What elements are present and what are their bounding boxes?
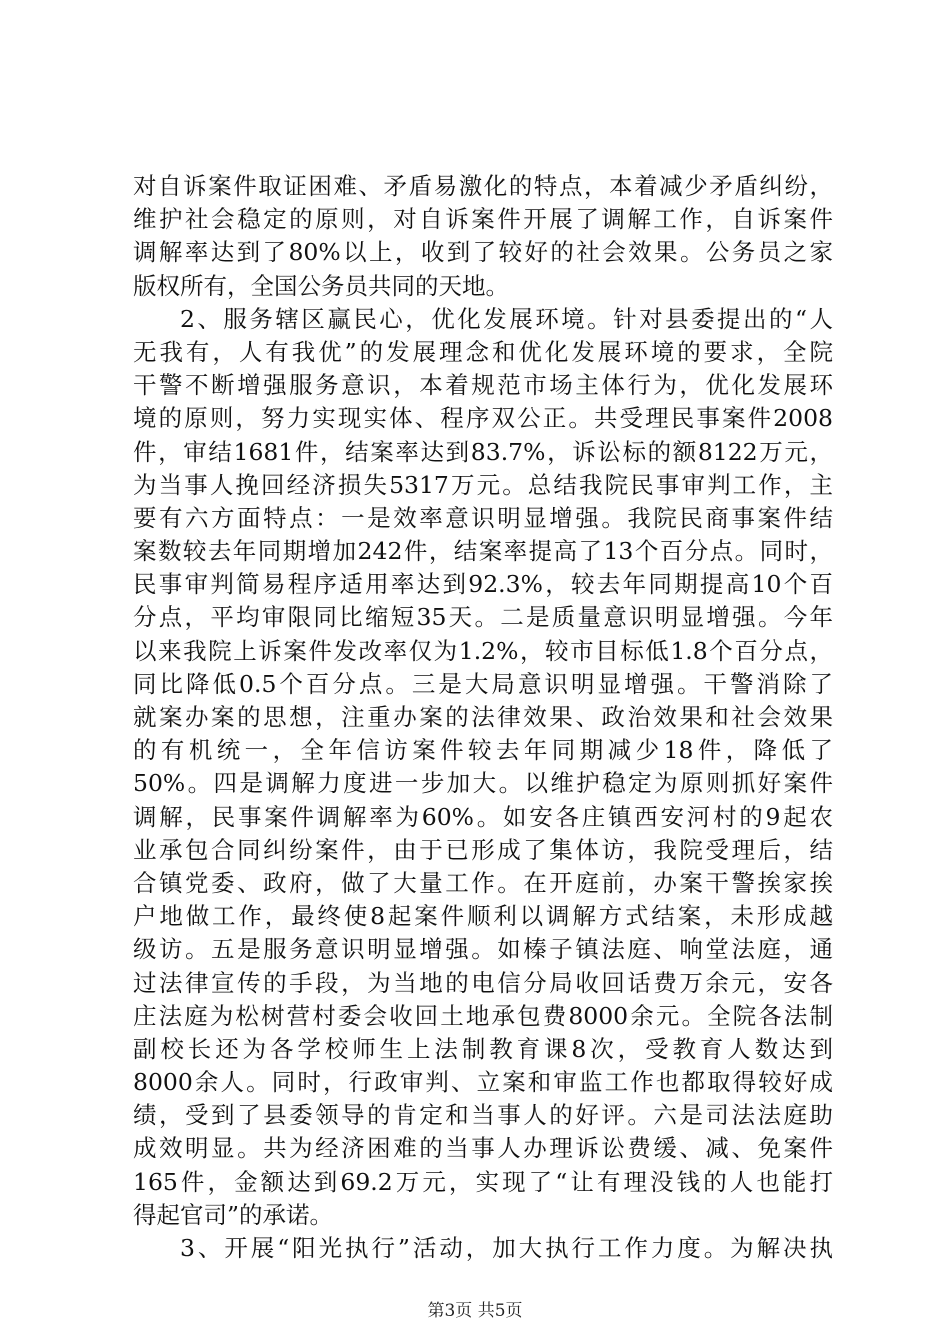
text-line: 境的原则，努力实现实体、程序双公正。共受理民事案件2008 bbox=[133, 404, 833, 433]
paragraph-3-start: 3、开展“阳光执行”活动，加大执行工作力度。为解决执 bbox=[180, 1234, 833, 1262]
text-line: 件，审结1681件，结案率达到83.7%，诉讼标的额8122万元， bbox=[133, 437, 833, 466]
text-line: 维护社会稳定的原则，对自诉案件开展了调解工作，自诉案件 bbox=[133, 205, 833, 234]
text-line: 业承包合同纠纷案件，由于已形成了集体访，我院受理后，结 bbox=[133, 835, 833, 864]
text-line: 同比降低0.5个百分点。三是大局意识明显增强。干警消除了 bbox=[133, 669, 833, 698]
text-line: 过法律宣传的手段，为当地的电信分局收回话费万余元，安各 bbox=[133, 968, 833, 997]
text-line: 165件，金额达到69.2万元，实现了“让有理没钱的人也能打 bbox=[133, 1167, 833, 1196]
text-line: 案数较去年同期增加242件，结案率提高了13个百分点。同时， bbox=[133, 537, 833, 566]
text-line: 庄法庭为松树营村委会收回土地承包费8000余元。全院各法制 bbox=[133, 1001, 833, 1030]
text-line: 调解，民事案件调解率为60%。如安各庄镇西安河村的9起农 bbox=[133, 802, 833, 831]
text-line: 得起官司”的承诺。 bbox=[133, 1200, 334, 1229]
text-line: 民事审判简易程序适用率达到92.3%，较去年同期提高10个百 bbox=[133, 570, 833, 599]
text-line: 要有六方面特点：一是效率意识明显增强。我院民商事案件结 bbox=[133, 503, 833, 532]
text-line: 干警不断增强服务意识，本着规范市场主体行为，优化发展环 bbox=[133, 371, 833, 400]
paragraph-2-start: 2、服务辖区赢民心，优化发展环境。针对县委提出的“人 bbox=[180, 304, 833, 333]
text-line: 无我有，人有我优”的发展理念和优化发展环境的要求，全院 bbox=[133, 337, 833, 366]
text-line: 版权所有，全国公务员共同的天地。 bbox=[133, 271, 509, 300]
text-line: 调解率达到了80%以上，收到了较好的社会效果。公务员之家 bbox=[133, 238, 833, 267]
text-line: 对自诉案件取证困难、矛盾易激化的特点，本着减少矛盾纠纷， bbox=[133, 172, 833, 200]
text-line: 成效明显。共为经济困难的当事人办理诉讼费缓、减、免案件 bbox=[133, 1134, 833, 1163]
text-line: 以来我院上诉案件发改率仅为1.2%，较市目标低1.8个百分点， bbox=[133, 636, 833, 665]
text-line: 绩，受到了县委领导的肯定和当事人的好评。六是司法法庭助 bbox=[133, 1101, 833, 1130]
text-line: 为当事人挽回经济损失5317万元。总结我院民事审判工作，主 bbox=[133, 470, 833, 499]
page-number-footer: 第3页 共5页 bbox=[427, 1301, 523, 1321]
text-line: 合镇党委、政府，做了大量工作。在开庭前，办案干警挨家挨 bbox=[133, 868, 833, 897]
body-text bbox=[133, 170, 833, 1265]
text-line: 就案办案的思想，注重办案的法律效果、政治效果和社会效果 bbox=[133, 703, 833, 731]
text-line: 副校长还为各学校师生上法制教育课8次，受教育人数达到 bbox=[133, 1034, 833, 1063]
text-line: 的有机统一，全年信访案件较去年同期减少18件，降低了 bbox=[133, 736, 833, 765]
text-line: 8000余人。同时，行政审判、立案和审监工作也都取得较好成 bbox=[133, 1068, 833, 1097]
text-line: 50%。四是调解力度进一步加大。以维护稳定为原则抓好案件 bbox=[133, 769, 833, 798]
text-line: 分点，平均审限同比缩短35天。二是质量意识明显增强。今年 bbox=[133, 603, 833, 632]
text-line: 级访。五是服务意识明显增强。如榛子镇法庭、响堂法庭，通 bbox=[133, 935, 833, 964]
text-line: 户地做工作，最终使8起案件顺利以调解方式结案，未形成越 bbox=[133, 902, 833, 931]
